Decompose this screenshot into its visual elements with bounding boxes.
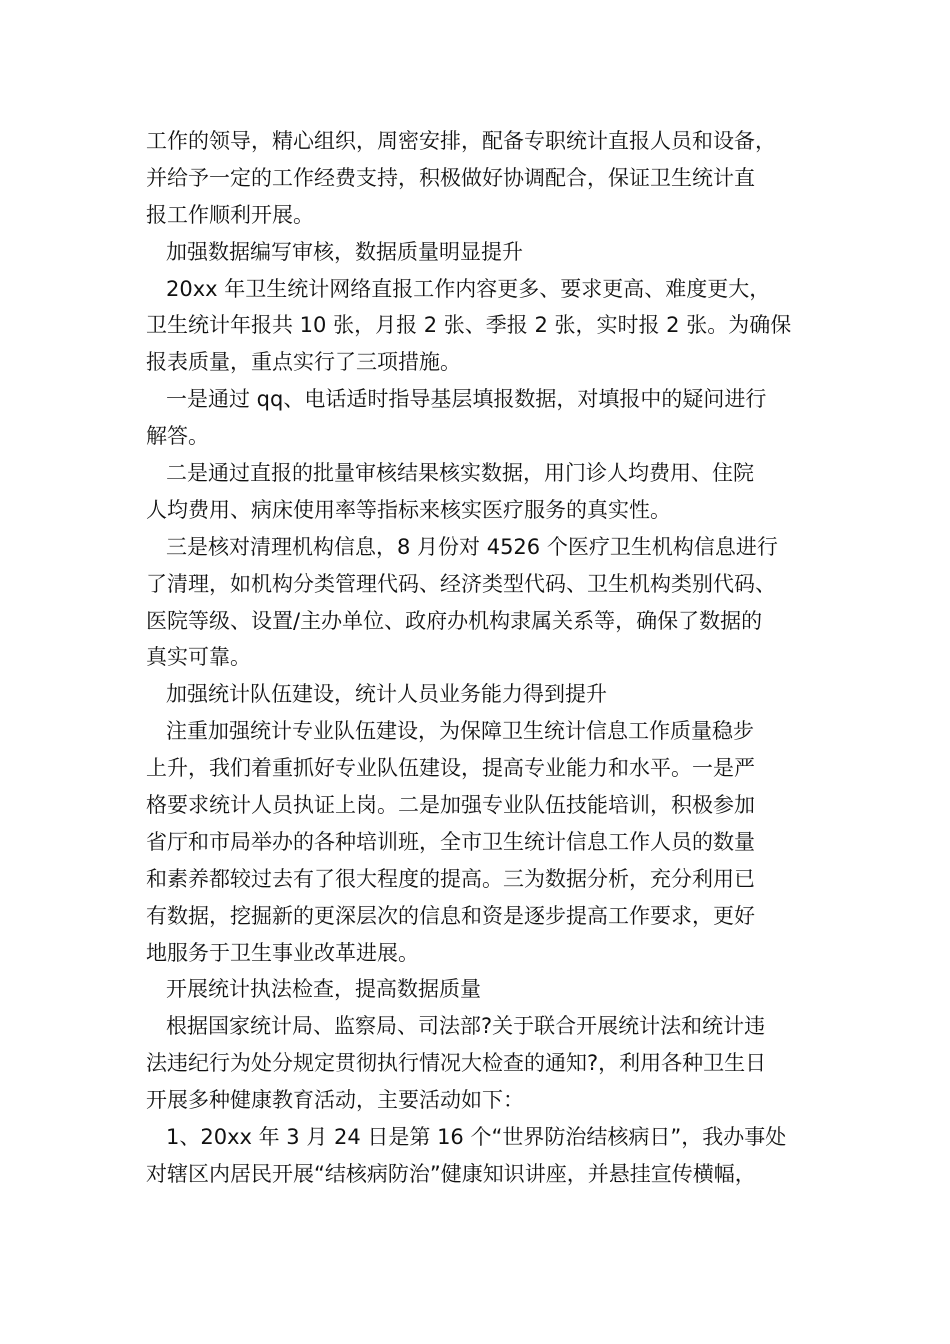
text-line: 有数据，挖掘新的更深层次的信息和资是逐步提高工作要求，更好: [146, 903, 755, 928]
text-line: 和素养都较过去有了很大程度的提高。三为数据分析，充分利用已: [146, 866, 755, 891]
text-line: 并给予一定的工作经费支持，积极做好协调配合，保证卫生统计直: [146, 165, 755, 190]
text-line: 一是通过 qq、电话适时指导基层填报数据，对填报中的疑问进行: [166, 387, 767, 412]
text-line: 了清理，如机构分类管理代码、经济类型代码、卫生机构类别代码、: [146, 571, 776, 596]
text-line: 注重加强统计专业队伍建设，为保障卫生统计信息工作质量稳步: [166, 719, 754, 744]
section-heading: 加强统计队伍建设，统计人员业务能力得到提升: [166, 682, 607, 707]
text-line: 根据国家统计局、监察局、司法部?关于联合开展统计法和统计违: [166, 1014, 766, 1039]
text-line: 格要求统计人员执证上岗。二是加强专业队伍技能培训，积极参加: [146, 793, 755, 818]
text-line: 对辖区内居民开展“结核病防治”健康知识讲座，并悬挂宣传横幅，: [146, 1161, 756, 1186]
text-line: 三是核对清理机构信息，8 月份对 4526 个医疗卫生机构信息进行: [166, 534, 778, 559]
text-line: 报工作顺利开展。: [146, 202, 314, 227]
text-line: 报表质量，重点实行了三项措施。: [146, 350, 461, 375]
text-line: 解答。: [146, 424, 209, 449]
document-body: [146, 123, 826, 1193]
text-line: 省厅和市局举办的各种培训班，全市卫生统计信息工作人员的数量: [146, 829, 755, 854]
section-heading: 加强数据编写审核，数据质量明显提升: [166, 239, 523, 264]
text-line: 人均费用、病床使用率等指标来核实医疗服务的真实性。: [146, 497, 671, 522]
section-heading: 开展统计执法检查，提高数据质量: [166, 977, 481, 1002]
text-line: 医院等级、设置/主办单位、政府办机构隶属关系等，确保了数据的: [146, 608, 763, 633]
text-line: 工作的领导，精心组织，周密安排，配备专职统计直报人员和设备，: [146, 129, 776, 153]
text-line: 二是通过直报的批量审核结果核实数据，用门诊人均费用、住院: [166, 461, 754, 486]
text-line: 地服务于卫生事业改革进展。: [146, 940, 419, 965]
text-line: 真实可靠。: [146, 645, 251, 670]
text-line: 1、20xx 年 3 月 24 日是第 16 个“世界防治结核病日”，我办事处: [166, 1125, 787, 1150]
text-line: 20xx 年卫生统计网络直报工作内容更多、要求更高、难度更大，: [166, 276, 771, 301]
text-line: 法违纪行为处分规定贯彻执行情况大检查的通知?，利用各种卫生日: [146, 1051, 767, 1076]
text-line: 开展多种健康教育活动，主要活动如下：: [146, 1088, 524, 1113]
text-line: 卫生统计年报共 10 张，月报 2 张、季报 2 张，实时报 2 张。为确保: [146, 313, 792, 338]
text-line: 上升，我们着重抓好专业队伍建设，提高专业能力和水平。一是严: [146, 756, 755, 781]
